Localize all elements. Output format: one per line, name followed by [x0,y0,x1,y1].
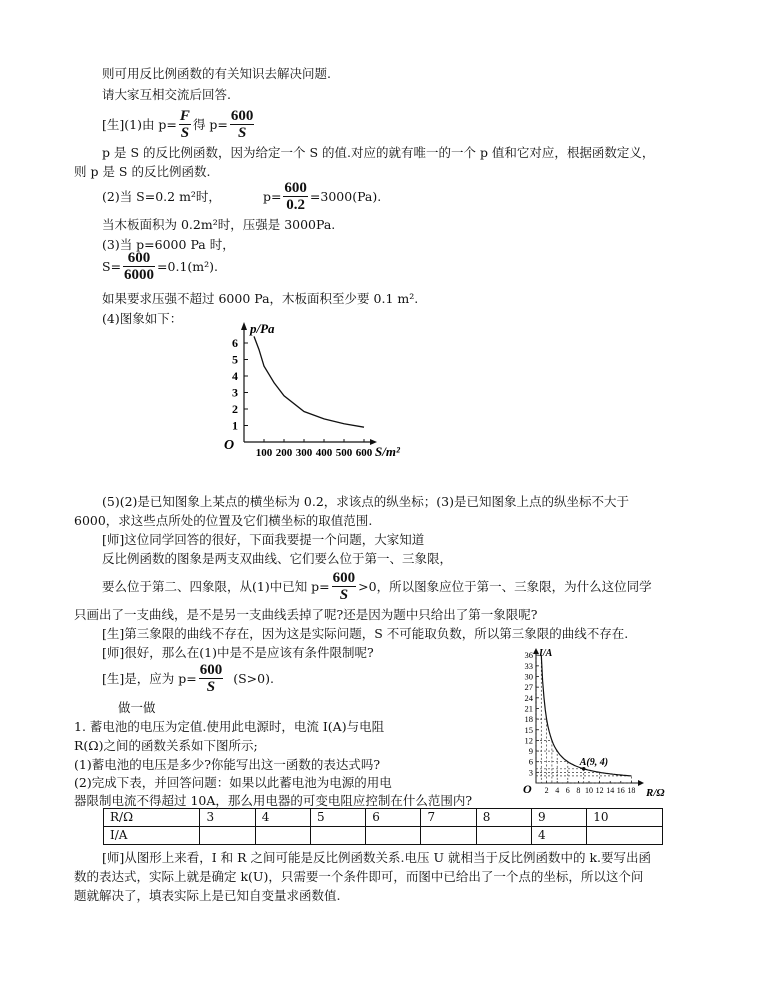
y-tick-label: 15 [524,724,533,735]
table-cell [255,827,310,845]
table-cell [421,827,476,845]
y-tick-label: 9 [528,746,533,757]
text-line: [生]第三象限的曲线不存在，因为这是实际问题，S 不可能取负数，所以第三象限的曲线不存在. [102,626,629,641]
text-line: 反比例函数的图象是两支双曲线、它们要么位于第一、三象限， [102,551,453,566]
y-tick-label: 36 [524,650,533,661]
table-row [104,827,663,845]
x-axis-label: R/Ω [646,787,665,799]
pressure-area-graph [218,318,408,463]
pressure-curve [254,336,364,427]
table-cell: I/A [104,827,200,845]
table-cell: 4 [531,827,586,845]
x-tick-label: 10 [585,786,593,795]
text-line: 做一做 [118,700,156,715]
x-tick-label: 14 [606,786,615,795]
y-tick-label: 18 [524,714,533,725]
table-cell [366,827,421,845]
x-tick-label: 4 [555,786,560,795]
fraction: $\frac{600}{0.2}$ [284,180,307,213]
current-resistance-graph [510,645,680,805]
text-line: 1. 蓄电池的电压为定值.使用此电源时，电流 I(A)与电阻 [74,719,385,734]
text-line: 数的表达式，实际上就是确定 k(U)，只需要一个条件即可，而图中已给出了一个点的坐标，所以这个问 [74,869,644,884]
formula-line: [生]是，应为 p= $\frac{600}{S}$ (S>0). [102,662,274,695]
y-tick-label: 6 [232,336,238,350]
origin-label: O [224,438,235,453]
table-cell: 6 [366,809,421,827]
x-tick-label: 300 [295,447,313,459]
y-tick-label: 24 [524,692,533,703]
y-tick-label: 3 [232,385,238,400]
text-line: 题就解决了，填表实际上是已知自变量求函数值. [74,888,341,903]
text-line: 则 p 是 S 的反比例函数. [74,164,211,179]
y-tick-label: 30 [524,671,533,682]
point-a-label: A(9, 4) [579,756,609,768]
text-line: 器限制电流不得超过 10A，那么用电器的可变电阻应控制在什么范围内? [74,793,473,808]
text-line: 如果要求压强不超过 6000 Pa，木板面积至少要 0.1 m². [102,291,419,306]
y-tick-label: 21 [524,703,533,714]
y-axis-arrow [241,322,247,330]
text-line: 6000，求这些点所处的位置及它们横坐标的取值范围. [74,513,373,528]
y-tick-label: 12 [524,735,533,746]
text-line: [师]很好，那么在(1)中是不是应该有条件限制呢? [102,645,374,660]
formula-line: 要么位于第二、四象限，从(1)中已知 p= $\frac{600}{S}$ >0，所以图象应位于第一、三象限，为什么这位同学 [102,570,652,603]
origin-label: O [523,782,532,796]
y-tick-label: 3 [528,767,533,778]
y-tick-label: 4 [232,369,238,383]
fraction: $\frac{F}{S}$ [179,108,190,141]
x-tick-label: 18 [627,786,636,795]
text-line: (1)蓄电池的电压是多少?你能写出这一函数的表达式吗? [74,757,381,772]
formula-line: (2)当 S=0.2 m²时， p= $\frac{600}{0.2}$ =3000(Pa). [102,180,382,213]
table-cell: R/Ω [104,809,200,827]
table-cell: 8 [476,809,531,827]
x-tick-label: 16 [616,786,625,795]
text-line: p 是 S 的反比例函数，因为给定一个 S 的值.对应的就有唯一的一个 p 值和它对应，根据函数定义， [102,145,655,160]
text-line: 请大家互相交流后回答. [102,87,231,102]
x-tick-label: 500 [335,447,353,459]
y-tick-label: 5 [232,352,238,367]
table-cell: 5 [310,809,365,827]
text-line: 当木板面积为 0.2m²时，压强是 3000Pa. [102,217,336,232]
table-cell: 4 [255,809,310,827]
x-tick-label: 400 [315,447,333,459]
y-tick-label: 2 [232,402,238,416]
fraction: $\frac{600}{S}$ [332,570,356,603]
table-cell [587,827,663,845]
text-line: (3)当 p=6000 Pa 时， [102,237,235,252]
table-cell: 10 [587,809,663,827]
resistance-current-table [103,808,663,845]
y-tick-label: 1 [232,418,238,433]
x-tick-label: 100 [255,447,273,459]
x-tick-label: 6 [565,786,570,795]
y-axis-label: p/Pa [250,321,275,336]
x-tick-label: 8 [576,786,581,795]
fraction: $\frac{600}{S}$ [199,662,223,695]
text-line: 则可用反比例函数的有关知识去解决问题. [102,66,331,81]
y-tick-label: 33 [524,660,533,671]
x-axis-arrow [638,780,644,786]
table-cell [476,827,531,845]
y-tick-label: 6 [528,756,533,767]
text-line: R(Ω)之间的函数关系如下图所示; [74,738,258,753]
fraction: $\frac{600}{S}$ [230,108,254,141]
text-line: [师]从图形上来看，I 和 R 之间可能是反比例函数关系.电压 U 就相当于反比例函数中的 k.要写出函 [102,850,652,865]
text-line: 只画出了一支曲线，是不是另一支曲线丢掉了呢?还是因为题中只给出了第一象限呢? [74,607,538,622]
y-tick-label: 27 [524,682,533,693]
text-line: (4)图象如下： [102,311,183,326]
text-line: [师]这位同学回答的很好，下面我要提一个问题，大家知道 [102,532,425,547]
table-cell [200,827,255,845]
table-cell: 9 [531,809,586,827]
x-tick-label: 600 [355,447,373,459]
formula-line: [生](1)由 p= $\frac{F}{S}$ 得 p= $\frac{600}{S}$ [102,108,254,141]
formula-line: S= $\frac{600}{6000}$ =0.1(m²). [102,250,218,283]
x-axis-label: S/m² [375,444,400,459]
table-cell [310,827,365,845]
table-cell: 7 [421,809,476,827]
table-row [104,809,663,827]
y-axis-label: I/A [539,648,553,659]
table-cell: 3 [200,809,255,827]
fraction: $\frac{600}{6000}$ [124,250,155,283]
text-line: (5)(2)是已知图象上某点的横坐标为 0.2，求该点的纵坐标；(3)是已知图象上点的纵坐标不大于 [102,494,629,509]
x-tick-label: 12 [595,786,604,795]
text-line: (2)完成下表，并回答问题：如果以此蓄电池为电源的用电 [74,775,392,790]
x-tick-label: 200 [275,447,293,459]
x-tick-label: 2 [544,786,549,795]
